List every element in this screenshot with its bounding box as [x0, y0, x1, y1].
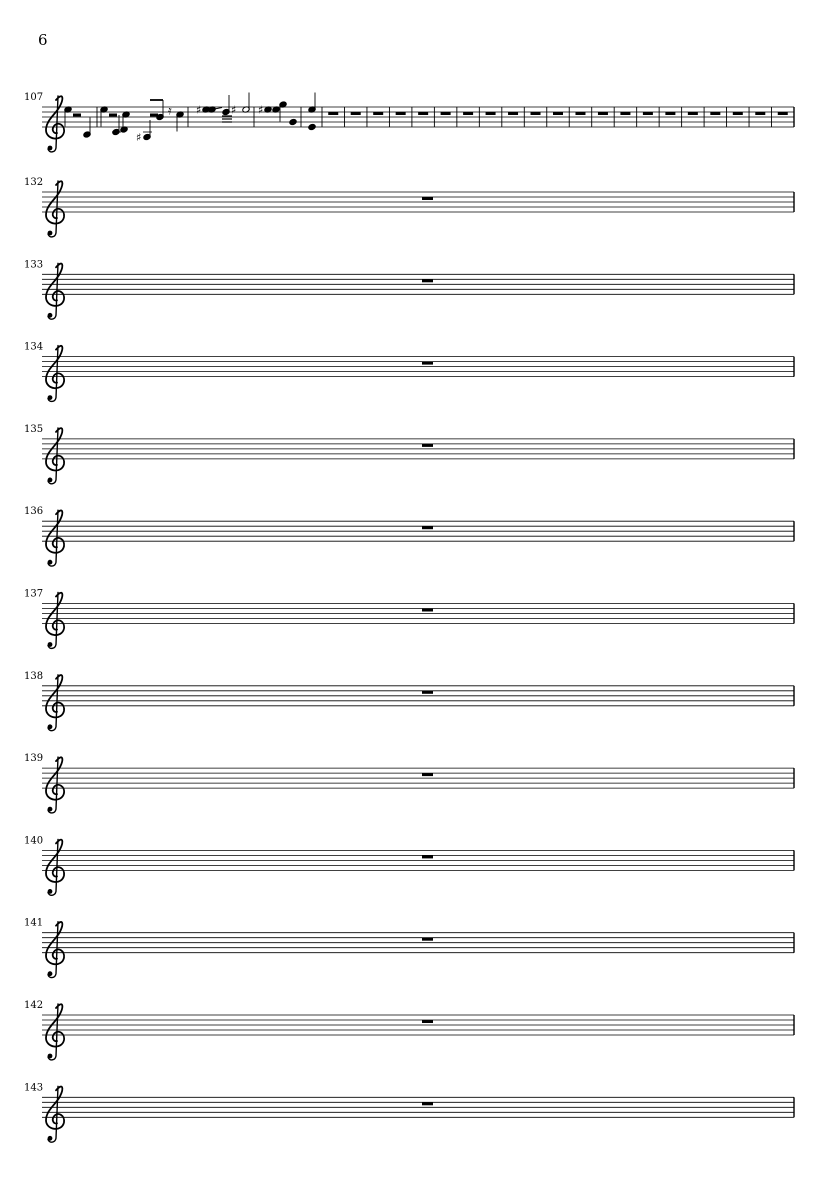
treble-clef-icon	[46, 922, 64, 978]
measure-number: 141	[24, 917, 44, 929]
staff-system	[24, 918, 794, 978]
whole-rest	[422, 773, 433, 776]
whole-rest	[422, 938, 433, 941]
measure-number: 135	[24, 423, 44, 435]
sharp-sign: ♯	[196, 103, 202, 117]
whole-rest	[643, 112, 653, 115]
treble-clef-icon	[46, 1004, 64, 1060]
whole-rest	[598, 112, 608, 115]
whole-rest	[688, 112, 698, 115]
treble-clef-icon	[46, 181, 64, 237]
measure-number: 134	[24, 341, 44, 353]
whole-rest	[422, 197, 433, 200]
note-head	[308, 123, 316, 130]
whole-rest	[422, 1102, 433, 1105]
whole-rest	[422, 526, 433, 529]
staff-system	[24, 424, 794, 484]
note-head	[289, 118, 297, 125]
whole-rest	[328, 112, 338, 115]
whole-rest	[422, 279, 433, 282]
whole-rest	[531, 112, 541, 115]
sharp-sign: ♯	[136, 131, 142, 144]
page-number: 6	[38, 31, 48, 49]
staff-system	[24, 671, 794, 731]
staff-system	[24, 92, 794, 152]
measure-number: 132	[24, 177, 44, 188]
treble-clef-icon	[46, 1086, 64, 1142]
treble-clef-icon	[46, 346, 64, 402]
staff-system	[24, 342, 794, 402]
whole-rest	[755, 112, 765, 115]
staff-system	[24, 1082, 794, 1142]
measure-number: 137	[24, 588, 44, 600]
whole-rest	[396, 112, 406, 115]
whole-rest	[620, 112, 630, 115]
whole-rest	[422, 609, 433, 612]
half-rest	[73, 114, 81, 117]
staff-system	[24, 1000, 794, 1060]
whole-rest	[422, 444, 433, 447]
staff-system	[24, 753, 794, 813]
staff-system	[24, 835, 794, 895]
treble-clef-icon	[46, 593, 64, 649]
measure-number: 140	[24, 835, 44, 847]
whole-rest	[418, 112, 428, 115]
whole-rest	[733, 112, 743, 115]
treble-clef-icon	[46, 757, 64, 813]
half-rest	[109, 114, 117, 117]
staff-system	[24, 259, 794, 319]
whole-rest	[422, 362, 433, 365]
whole-rest	[665, 112, 675, 115]
whole-rest	[463, 112, 473, 115]
whole-rest	[422, 1020, 433, 1023]
measure-number: 136	[24, 506, 44, 518]
whole-rest	[373, 112, 383, 115]
staff-system	[24, 589, 794, 649]
whole-rest	[575, 112, 585, 115]
staff-system	[24, 506, 794, 566]
whole-rest	[553, 112, 563, 115]
whole-rest	[710, 112, 720, 115]
whole-rest	[778, 112, 788, 115]
sixteenth-rest: 𝄿	[168, 103, 172, 118]
measure-number: 142	[24, 1000, 44, 1011]
sharp-sign: ♯	[231, 103, 237, 117]
measure-number: 139	[24, 753, 44, 765]
treble-clef-icon	[46, 675, 64, 731]
treble-clef-icon	[46, 428, 64, 484]
treble-clef-icon	[46, 263, 64, 319]
whole-rest	[486, 112, 496, 115]
measure-number: 138	[24, 670, 44, 682]
sharp-sign: ♯	[258, 103, 264, 117]
treble-clef-icon	[46, 510, 64, 566]
measure-number: 143	[24, 1082, 44, 1094]
whole-rest	[441, 112, 451, 115]
whole-rest	[422, 691, 433, 694]
whole-rest	[351, 112, 361, 115]
measure-number: 133	[24, 259, 44, 271]
whole-rest	[422, 855, 433, 858]
treble-clef-icon	[46, 839, 64, 895]
measure-number: 107	[24, 92, 44, 103]
treble-clef-icon	[46, 96, 64, 152]
whole-rest	[508, 112, 518, 115]
staff-system	[24, 177, 794, 237]
